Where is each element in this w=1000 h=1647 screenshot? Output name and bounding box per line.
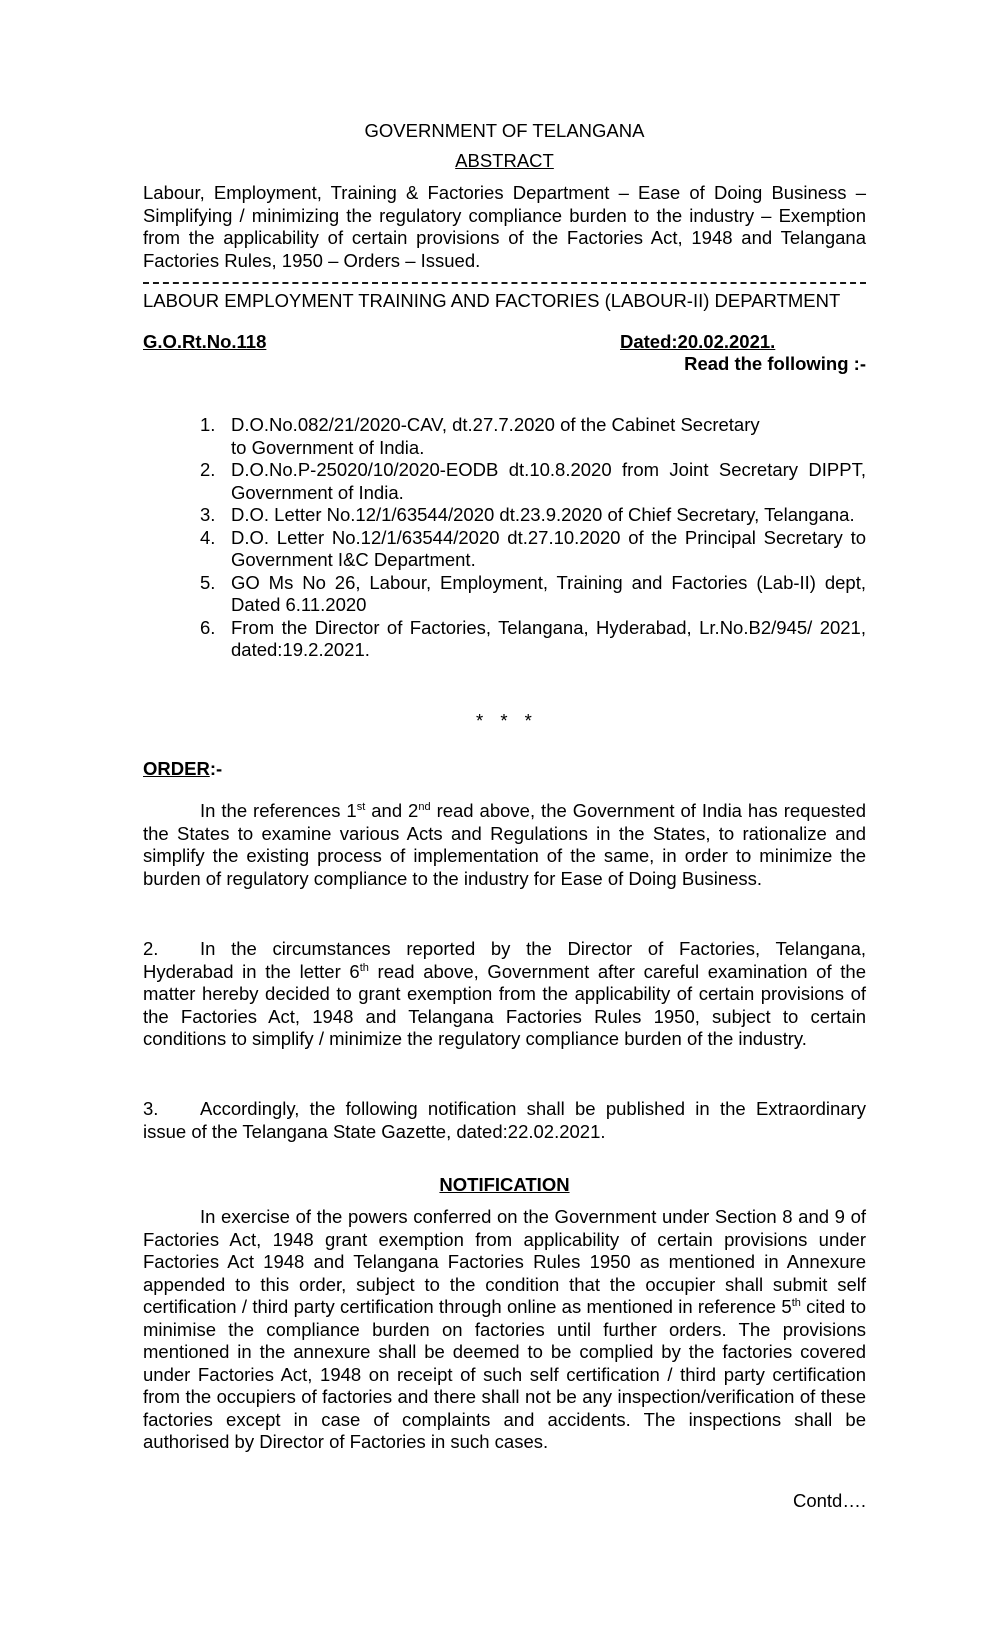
notification-heading-wrap — [143, 1174, 866, 1197]
reference-item: 3. D.O. Letter No.12/1/63544/2020 dt.23.9.2020 of Chief Secretary, Telangana. — [200, 504, 855, 525]
order-paragraph-2: 2. In the circumstances reported by the Director of Factories, Telangana, Hyderabad in the letter 6th read above, Government after careful examination of the matter hereby decided to grant exemption from the applicability of certain provisions of the Factories Act, 1948 and Telangana Factories Rules 1950, subject to certain conditions to simplify / minimize the regulatory compliance burden of the industry. — [143, 938, 866, 1049]
contd-label: Contd…. — [792, 1490, 866, 1511]
order-paragraph-3: 3. Accordingly, the following notification shall be published in the Extraordinary issue of the Telangana State Gazette, dated:22.02.2021. — [143, 1098, 866, 1142]
order-heading: ORDER:- — [143, 758, 223, 779]
reference-item: 6. From the Director of Factories, Telangana, Hyderabad, Lr.No.B2/945/ 2021, dated:19.2.2021. — [200, 616, 866, 660]
government-heading: GOVERNMENT OF TELANGANA — [364, 120, 645, 141]
notification-paragraph: In exercise of the powers conferred on the Government under Section 8 and 9 of Factories Act, 1948 grant exemption from applicability of certain provisions under Factories Act 1948 and Telangana Factories Rules 1950 as mentioned in Annexure appended to this order, subject to the condition that the occupier shall submit self certification / third party certification through online as mentioned in reference 5th cited to minimise the compliance burden on factories until further orders. The provisions mentioned in the annexure shall be deemed to be complied by the factories covered under Factories Act, 1948 on receipt of such self certification / third party certification from the occupiers of factories and there shall not be any inspection/verification of these factories except in case of complaints and accidents. The inspections shall be authorised by Director of Factories in such cases. — [143, 1206, 866, 1452]
separator-stars: * * * — [476, 710, 532, 731]
order-date: Dated:20.02.2021. — [620, 331, 776, 352]
read-following: Read the following :- — [684, 353, 866, 374]
abstract-label-wrap — [143, 150, 866, 173]
reference-item: 5. GO Ms No 26, Labour, Employment, Training and Factories (Lab-II) dept, Dated 6.11.2020 — [200, 571, 866, 615]
abstract-label: ABSTRACT — [455, 150, 554, 171]
go-number: G.O.Rt.No.118 — [143, 331, 267, 352]
order-paragraph-1: In the references 1st and 2nd read above, the Government of India has requested the States to examine various Acts and Regulations in the States, to rationalize and simplify the existing process of implementation of the same, in order to minimize the burden of regulatory compliance to the industry for Ease of Doing Business. — [143, 800, 866, 889]
department-name: LABOUR EMPLOYMENT TRAINING AND FACTORIES (LABOUR-II) DEPARTMENT — [143, 290, 841, 311]
reference-item: to Government of India. — [231, 436, 425, 458]
abstract-text: Labour, Employment, Training & Factories Department – Ease of Doing Business – Simplifying / minimizing the regulatory compliance burden to the industry – Exemption from the applicability of certain provisions of the Factories Act, 1948 and Telangana Factories Rules, 1950 – Orders – Issued. — [143, 182, 866, 271]
reference-item: 1. D.O.No.082/21/2020-CAV, dt.27.7.2020 of the Cabinet Secretary — [200, 414, 760, 435]
reference-item: 4. D.O. Letter No.12/1/63544/2020 dt.27.10.2020 of the Principal Secretary to Government I&C Department. — [200, 526, 866, 570]
references-list — [200, 414, 866, 662]
reference-item: 2. D.O.No.P-25020/10/2020-EODB dt.10.8.2020 from Joint Secretary DIPPT, Government of India. — [200, 459, 866, 503]
notification-heading: NOTIFICATION — [439, 1174, 570, 1195]
